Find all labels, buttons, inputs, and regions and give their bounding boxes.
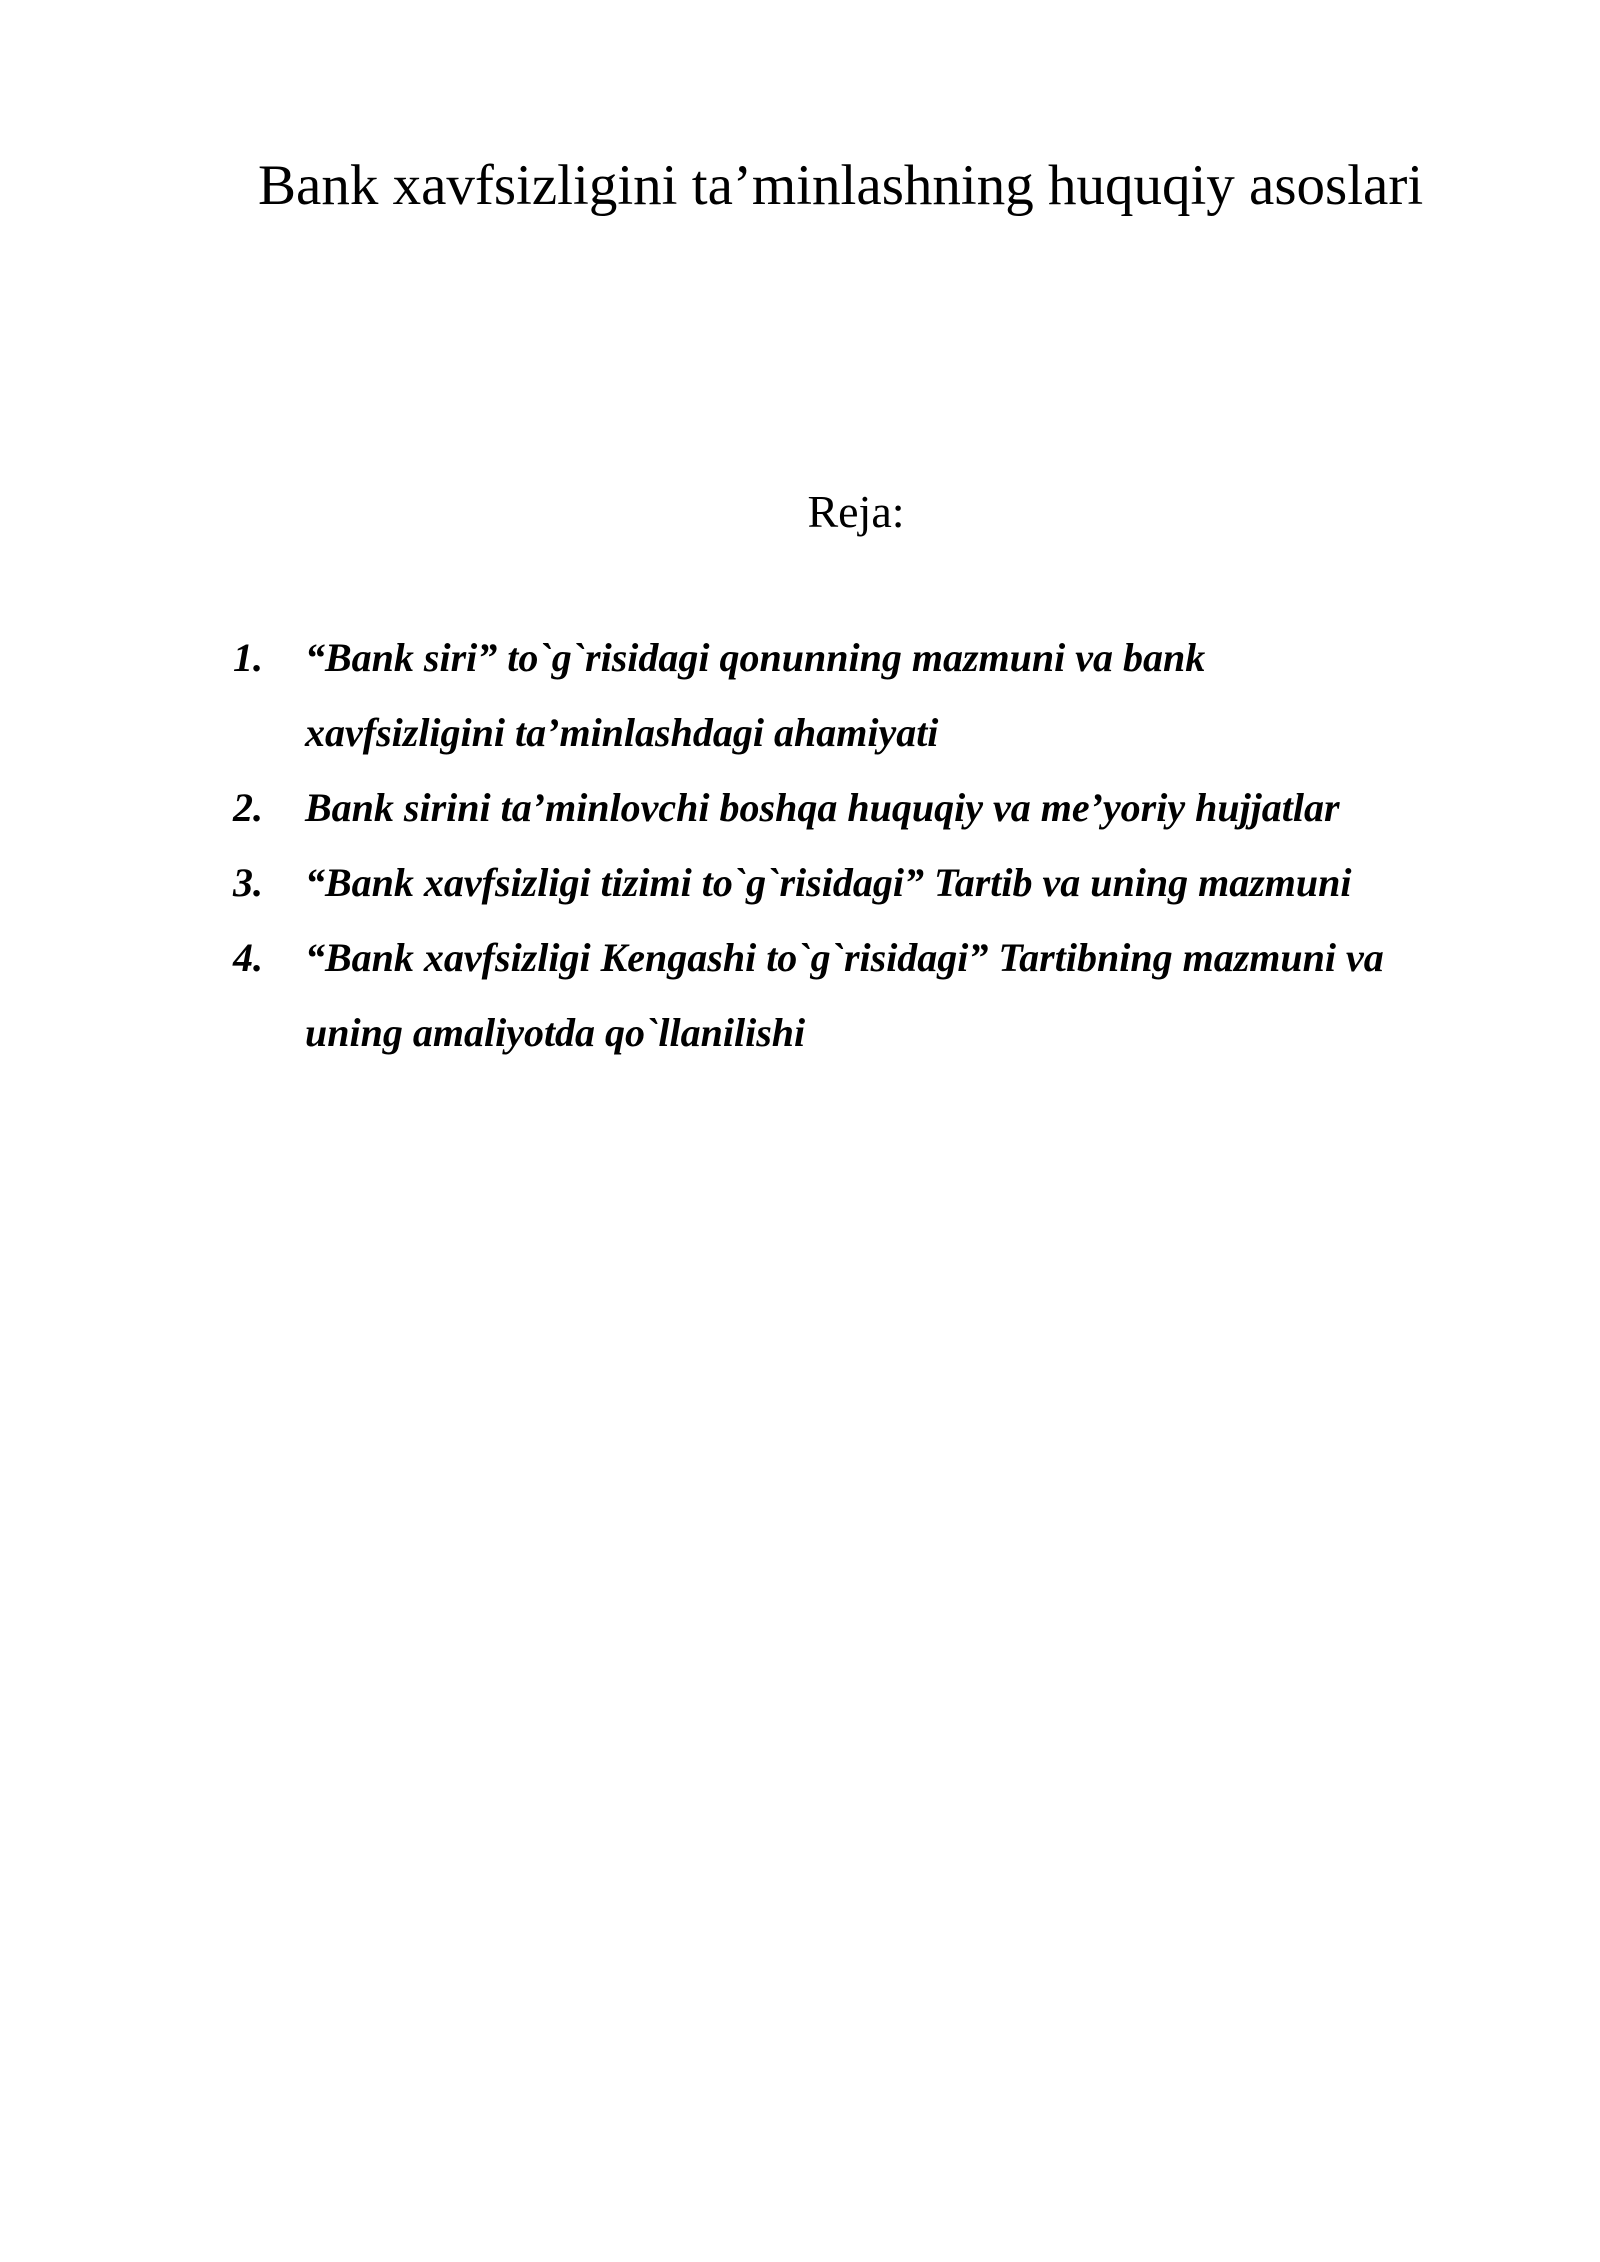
plan-item-text-continued: uning amaliyotda qo`llanilishi — [305, 1010, 806, 1055]
plan-item-text: “Bank siri” to`g`risidagi qonunning mazmuni va bank — [305, 635, 1206, 680]
plan-item-3 — [233, 845, 1533, 920]
plan-item-number: 3. — [233, 860, 263, 905]
plan-item-number: 2. — [233, 785, 263, 830]
plan-item-number: 4. — [233, 935, 263, 980]
plan-item-4 — [233, 920, 1533, 1070]
plan-item-text-continued: xavfsizligini ta’minlashdagi ahamiyati — [305, 710, 939, 755]
plan-item-text: “Bank xavfsizligi tizimi to`g`risidagi” Tartib va uning mazmuni — [305, 860, 1352, 905]
plan-item-text: Bank sirini ta’minlovchi boshqa huquqiy va me’yoriy hujjatlar — [305, 785, 1340, 830]
plan-item-number: 1. — [233, 635, 263, 680]
document-title: Bank xavfsizligini ta’minlashning huquqiy asoslari — [258, 154, 1424, 217]
plan-item-2 — [233, 770, 1533, 845]
plan-item-1 — [233, 620, 1533, 770]
plan-item-text: “Bank xavfsizligi Kengashi to`g`risidagi” Tartibning mazmuni va — [305, 935, 1384, 980]
plan-heading: Reja: — [807, 486, 905, 537]
plan-list — [233, 620, 1533, 1070]
